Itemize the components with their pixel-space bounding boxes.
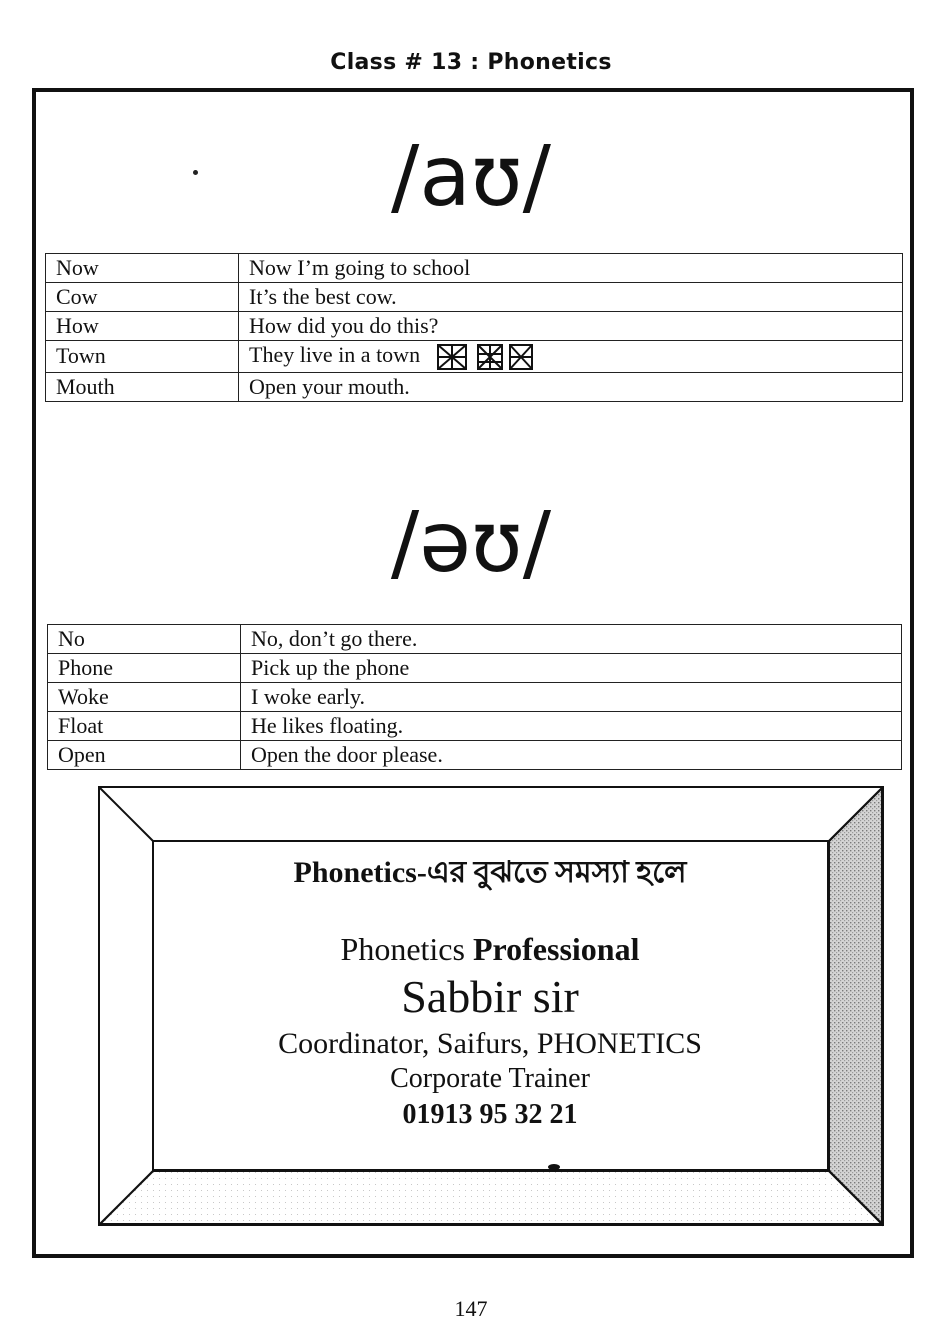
sentence-cell: How did you do this? bbox=[239, 312, 903, 341]
sentence-cell: I woke early. bbox=[241, 683, 902, 712]
word-cell: Float bbox=[48, 712, 241, 741]
word-cell: How bbox=[46, 312, 239, 341]
ad-phone: 01913 95 32 21 bbox=[402, 1099, 578, 1130]
word-cell: Open bbox=[48, 741, 241, 770]
ad-role: Coordinator, Saifurs, PHONETICS bbox=[278, 1027, 702, 1060]
table-row bbox=[46, 312, 903, 341]
page-title: Class # 13 : Phonetics bbox=[330, 50, 612, 75]
sentence-cell: Pick up the phone bbox=[241, 654, 902, 683]
table-row bbox=[46, 372, 903, 401]
word-cell: Cow bbox=[46, 283, 239, 312]
ipa-symbol-ou: /əʊ/ bbox=[390, 493, 552, 591]
table-row bbox=[48, 683, 902, 712]
word-cell: Now bbox=[46, 254, 239, 283]
word-cell: No bbox=[48, 625, 241, 654]
word-cell: Mouth bbox=[46, 372, 239, 401]
table-row bbox=[48, 625, 902, 654]
sentence-cell: Now I’m going to school bbox=[239, 254, 903, 283]
ad-card bbox=[152, 842, 828, 1170]
page-number: 147 bbox=[454, 1296, 488, 1321]
ad-headline bbox=[152, 848, 828, 899]
sentence-text: They live in a town bbox=[249, 342, 421, 367]
ad-name: Sabbir sir bbox=[401, 971, 579, 1022]
scribble-doodle-icon bbox=[434, 342, 544, 372]
ad-headline-bn: এর বুঝতে সমস্যা হলে bbox=[426, 856, 687, 889]
table-row bbox=[46, 341, 903, 373]
ad-subheadline bbox=[152, 931, 828, 968]
table-row bbox=[48, 712, 902, 741]
sentence-cell: No, don’t go there. bbox=[241, 625, 902, 654]
sentence-cell: He likes floating. bbox=[241, 712, 902, 741]
table-row bbox=[46, 254, 903, 283]
ad-title: Corporate Trainer bbox=[390, 1063, 590, 1094]
word-table-ou bbox=[47, 624, 902, 770]
word-cell: Woke bbox=[48, 683, 241, 712]
sentence-cell: Open your mouth. bbox=[239, 372, 903, 401]
sentence-cell: Open the door please. bbox=[241, 741, 902, 770]
sentence-cell-with-doodle bbox=[239, 341, 903, 373]
sentence-cell: It’s the best cow. bbox=[239, 283, 903, 312]
word-table-au bbox=[45, 253, 903, 402]
ad-subheadline-bold: Professional bbox=[472, 931, 640, 967]
table-row bbox=[48, 654, 902, 683]
ipa-symbol-au: /aʊ/ bbox=[391, 127, 551, 225]
word-cell: Phone bbox=[48, 654, 241, 683]
ad-subheadline-plain: Phonetics bbox=[340, 931, 473, 967]
word-cell: Town bbox=[46, 341, 239, 373]
ad-headline-en: Phonetics- bbox=[293, 856, 427, 889]
table-row bbox=[46, 283, 903, 312]
table-row bbox=[48, 741, 902, 770]
